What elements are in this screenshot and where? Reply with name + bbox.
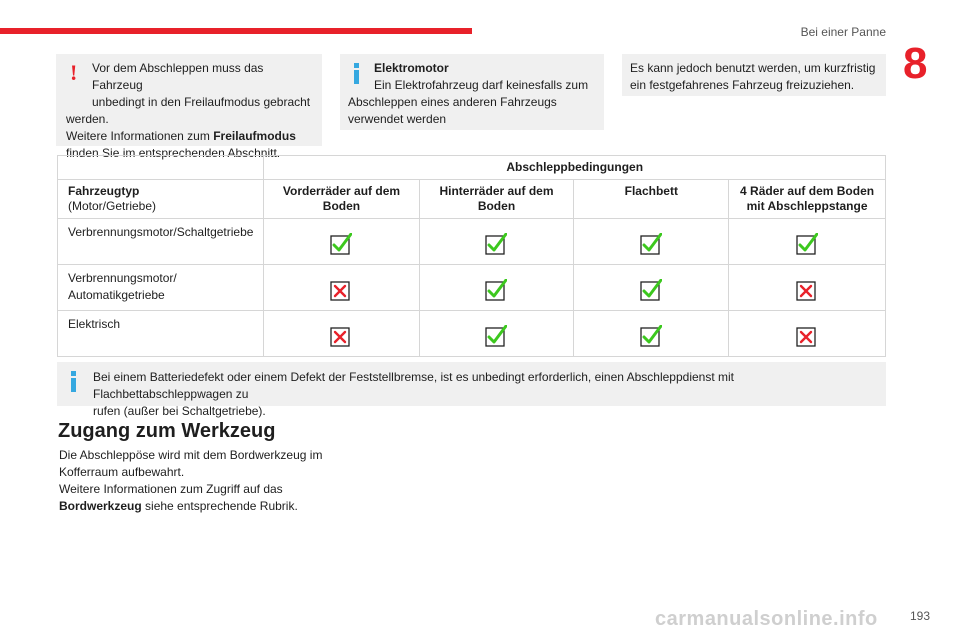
continuation-line-2: ein festgefahrenes Fahrzeug freizuziehen.	[630, 78, 855, 92]
tools-line-4-text: siehe entsprechende Rubrik.	[141, 499, 298, 513]
check-icon	[640, 325, 662, 347]
condition-cell	[264, 265, 419, 311]
check-icon	[640, 279, 662, 301]
column-header	[729, 180, 886, 219]
warning-line-2: unbedingt in den Freilaufmodus gebracht	[92, 95, 311, 109]
check-icon	[485, 325, 507, 347]
section-title: Bei einer Panne	[800, 25, 886, 39]
vehicle-type-sub: (Motor/Getriebe)	[68, 199, 157, 213]
warning-note	[56, 54, 322, 160]
electric-line-3: verwendet werden	[348, 112, 447, 126]
tools-line-2: Kofferraum aufbewahrt.	[59, 465, 185, 479]
continuation-note	[622, 54, 886, 96]
battery-line-2: rufen (außer bei Schaltgetriebe).	[93, 404, 266, 418]
electric-note-title: Elektromotor	[374, 61, 449, 75]
column-header-line: Hinterräder auf dem	[439, 184, 554, 198]
electric-note	[340, 54, 604, 130]
watermark: carmanualsonline.info	[655, 608, 878, 630]
table-column-header-row	[58, 180, 886, 219]
freilaufmodus-term: Freilaufmodus	[213, 129, 296, 143]
cross-icon	[330, 325, 352, 347]
towing-conditions-table	[57, 155, 886, 357]
cross-icon	[796, 325, 818, 347]
towing-conditions-header: Abschleppbedingungen	[264, 156, 886, 180]
column-header	[419, 180, 574, 219]
bordwerkzeug-term: Bordwerkzeug	[59, 499, 142, 513]
check-icon	[485, 233, 507, 255]
row-label-line: Elektrisch	[68, 317, 121, 331]
table-group-header-row	[58, 156, 886, 180]
check-icon	[330, 233, 352, 255]
row-label-line: Automatikgetriebe	[68, 288, 165, 302]
vehicle-type-header	[58, 180, 264, 219]
check-icon	[640, 233, 662, 255]
tools-heading: Zugang zum Werkzeug	[58, 420, 276, 442]
column-header-line: Boden	[477, 199, 516, 213]
condition-cell	[574, 219, 729, 265]
condition-cell	[574, 311, 729, 357]
table-row	[58, 311, 886, 357]
row-label-line: Verbrennungsmotor/Schaltgetriebe	[68, 225, 254, 239]
tools-line-3: Weitere Informationen zum Zugriff auf das	[59, 482, 283, 496]
battery-note	[57, 362, 886, 418]
electric-line-2: Abschleppen eines anderen Fahrzeugs	[348, 95, 557, 109]
column-header-line: Flachbett	[624, 184, 678, 198]
page-number: 193	[909, 609, 930, 623]
empty-header-cell	[58, 156, 264, 180]
continuation-line-1: Es kann jedoch benutzt werden, um kurzfristig	[630, 61, 876, 75]
condition-cell	[419, 219, 574, 265]
row-label	[58, 219, 264, 265]
header-red-bar	[0, 28, 472, 34]
table-row	[58, 265, 886, 311]
row-label	[58, 265, 264, 311]
column-header-line: 4 Räder auf dem Boden	[740, 184, 875, 198]
column-header-line: Boden	[322, 199, 361, 213]
tools-line-4	[59, 498, 329, 515]
vehicle-type-label: Fahrzeugtyp	[68, 184, 140, 198]
condition-cell	[264, 311, 419, 357]
condition-cell	[729, 219, 886, 265]
warning-line-3: werden.	[66, 112, 109, 126]
column-header	[264, 180, 419, 219]
row-label	[58, 311, 264, 357]
table-row	[58, 219, 886, 265]
row-label-line: Verbrennungsmotor/	[68, 271, 177, 285]
condition-cell	[264, 219, 419, 265]
cross-icon	[330, 279, 352, 301]
tools-text	[59, 447, 329, 515]
condition-cell	[419, 265, 574, 311]
check-icon	[796, 233, 818, 255]
column-header-line: Vorderräder auf dem	[282, 184, 401, 198]
battery-line-1: Bei einem Batteriedefekt oder einem Defekt der Feststellbremse, ist es unbedingt erforderlich, einen Abschleppdienst mit Flachbettabschleppwagen zu	[93, 370, 735, 401]
info-icon	[354, 63, 359, 84]
condition-cell	[574, 265, 729, 311]
column-header	[574, 180, 729, 219]
warning-line-1: Vor dem Abschleppen muss das Fahrzeug	[92, 61, 264, 92]
chapter-number: 8	[903, 39, 928, 88]
warning-line-4	[66, 128, 314, 145]
condition-cell	[729, 265, 886, 311]
warning-line-5: finden Sie im entsprechenden Abschnitt.	[66, 146, 281, 160]
cross-icon	[796, 279, 818, 301]
column-header-line: mit Abschleppstange	[746, 199, 868, 213]
warning-line-4-text: Weitere Informationen zum	[66, 129, 214, 143]
electric-line-1: Ein Elektrofahrzeug darf keinesfalls zum	[374, 78, 589, 92]
condition-cell	[729, 311, 886, 357]
check-icon	[485, 279, 507, 301]
tools-line-1: Die Abschleppöse wird mit dem Bordwerkzeug im	[59, 448, 323, 462]
condition-cell	[419, 311, 574, 357]
exclamation-icon: !	[70, 60, 78, 85]
info-icon	[71, 371, 76, 392]
